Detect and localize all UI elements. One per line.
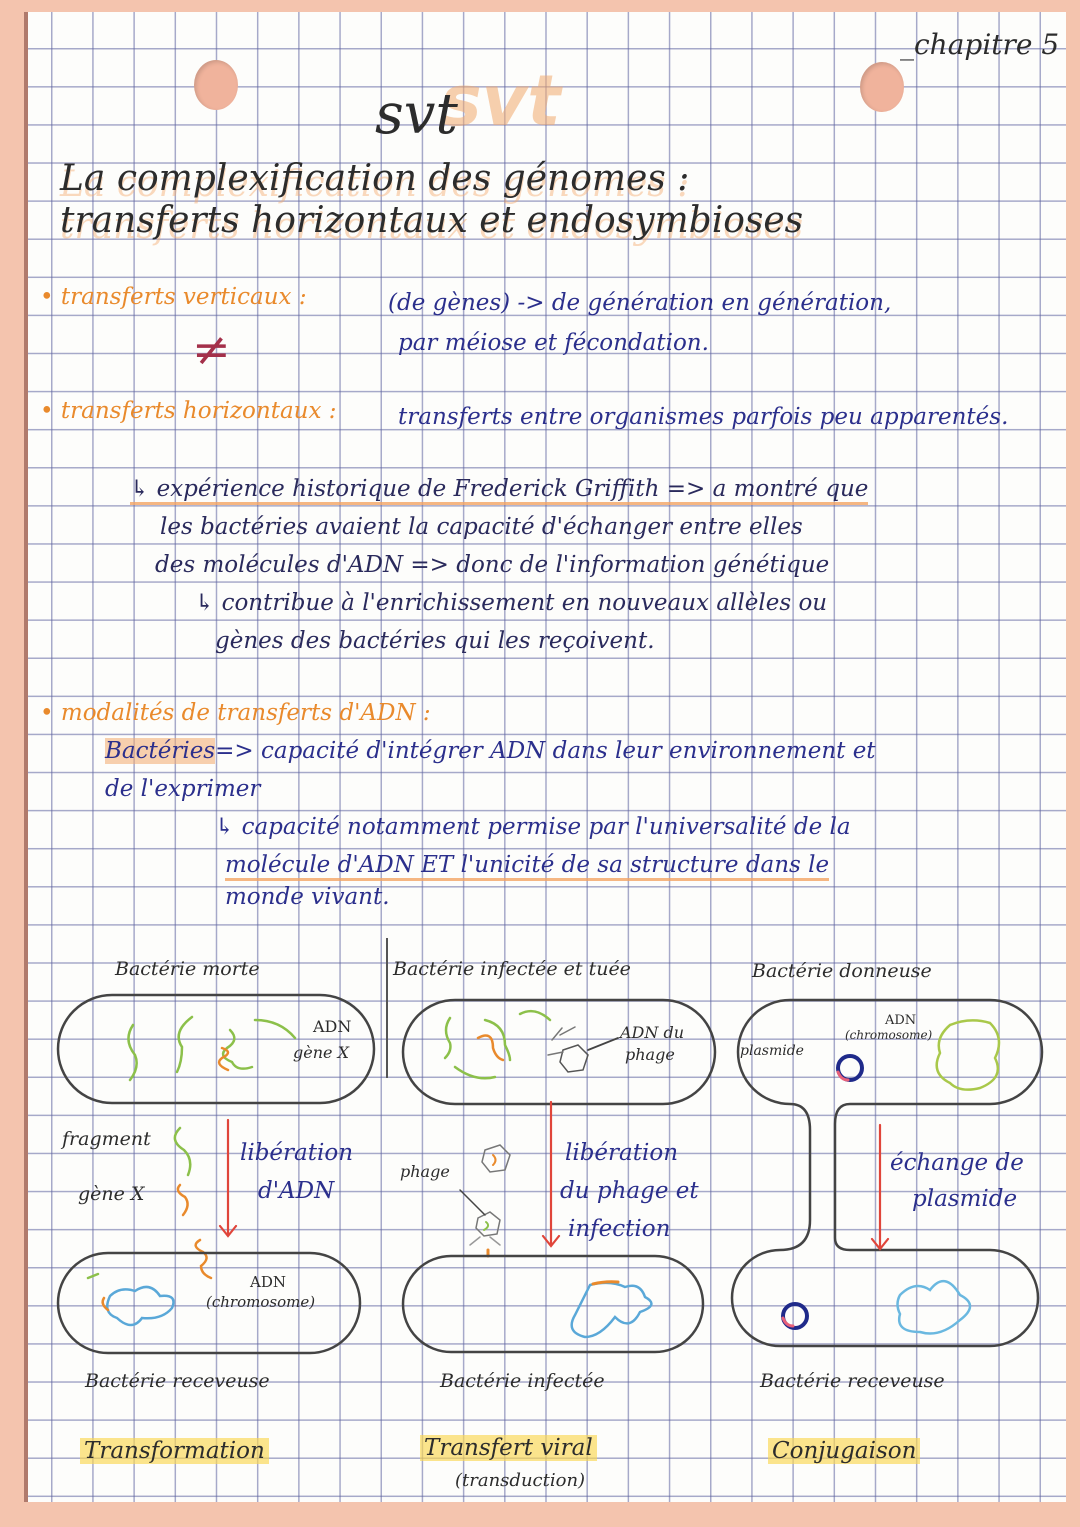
diag2-inner-label-1: ADN du — [620, 1023, 685, 1042]
binder-hole-left — [194, 60, 238, 110]
horizontal-definition: transferts entre organismes parfois peu apparentés. — [398, 404, 1009, 430]
diag2-phage-label: phage — [400, 1162, 450, 1181]
diag3-chromosome-label: (chromosome) — [845, 1028, 933, 1042]
chapter-label: _chapitre 5 — [900, 28, 1060, 61]
griffith-line-2: les bactéries avaient la capacité d'échanger entre elles — [160, 514, 803, 540]
subject-bg-highlight: svt — [440, 60, 561, 142]
diag3-arrow-label-2: plasmide — [912, 1186, 1018, 1212]
diag2-bottom-label: Bactérie infectée — [440, 1370, 605, 1392]
binder-hole-right — [860, 62, 904, 112]
diag1-gene-label: gène X — [78, 1183, 145, 1205]
diag1-bottom-label: Bactérie receveuse — [85, 1370, 270, 1392]
diag1-chromosome-label: (chromosome) — [206, 1293, 316, 1311]
not-equal-symbol: ≠ — [192, 322, 231, 376]
diag1-arrow-label-2: d'ADN — [258, 1178, 335, 1204]
diag2-arrow-label-3: infection — [568, 1216, 671, 1242]
diag1-inner-gene: gène X — [293, 1043, 349, 1062]
diag2-name: Transfert viral — [420, 1435, 597, 1461]
diag3-plasmid-label: plasmide — [740, 1043, 804, 1059]
modalities-sub-line-3: monde vivant. — [225, 884, 390, 910]
diag1-chromosome-adn: ADN — [250, 1273, 286, 1291]
page-title-line1: La complexification des génomes : — [60, 158, 690, 199]
modalities-sub-line-1: ↳ capacité notamment permise par l'universalité de la — [215, 814, 851, 840]
diag2-inner-label-2: phage — [625, 1045, 675, 1064]
modalities-line-2: de l'exprimer — [105, 776, 261, 802]
bacteria-highlight: Bactéries — [105, 738, 216, 764]
griffith-line-4: ↳ contribue à l'enrichissement en nouveaux allèles ou — [195, 590, 828, 616]
heading-vertical-transfers: • transferts verticaux : — [40, 284, 307, 310]
diag3-adn-label: ADN — [885, 1013, 917, 1028]
vertical-def-line1: (de gènes) -> de génération en génération, — [388, 290, 892, 316]
griffith-line-5: gènes des bactéries qui les reçoivent. — [215, 628, 655, 654]
diag2-arrow-label-1: libération — [565, 1140, 679, 1166]
subject-label: svt — [375, 82, 458, 147]
diag3-bottom-label: Bactérie receveuse — [760, 1370, 945, 1392]
heading-modalities: • modalités de transferts d'ADN : — [40, 700, 431, 726]
diagram-divider — [386, 938, 388, 1078]
vertical-def-line2: par méiose et fécondation. — [398, 330, 709, 356]
heading-horizontal-transfers: • transferts horizontaux : — [40, 398, 337, 424]
diag1-name: Transformation — [80, 1438, 269, 1464]
diag1-top-label: Bactérie morte — [115, 958, 260, 980]
diag3-name: Conjugaison — [768, 1438, 920, 1464]
griffith-line-1: ↳ expérience historique de Frederick Griffith => a montré que — [130, 476, 868, 502]
diag3-arrow-label-1: échange de — [890, 1150, 1024, 1176]
modalities-sub-line-2: molécule d'ADN ET l'unicité de sa structure dans le — [225, 852, 829, 878]
page-title-line2: transferts horizontaux et endosymbioses — [60, 200, 804, 241]
diag2-subname: (transduction) — [455, 1470, 586, 1491]
diag3-top-label: Bactérie donneuse — [752, 960, 932, 982]
diag1-arrow-label-1: libération — [240, 1140, 354, 1166]
diag1-inner-adn: ADN — [313, 1017, 352, 1036]
diag1-fragment-label: fragment — [62, 1128, 151, 1150]
modalities-line-1: Bactéries=> capacité d'intégrer ADN dans leur environnement et — [105, 738, 876, 764]
griffith-line-3: des molécules d'ADN => donc de l'information génétique — [155, 552, 830, 578]
diag2-arrow-label-2: du phage et — [560, 1178, 699, 1204]
diag2-top-label: Bactérie infectée et tuée — [393, 958, 631, 980]
